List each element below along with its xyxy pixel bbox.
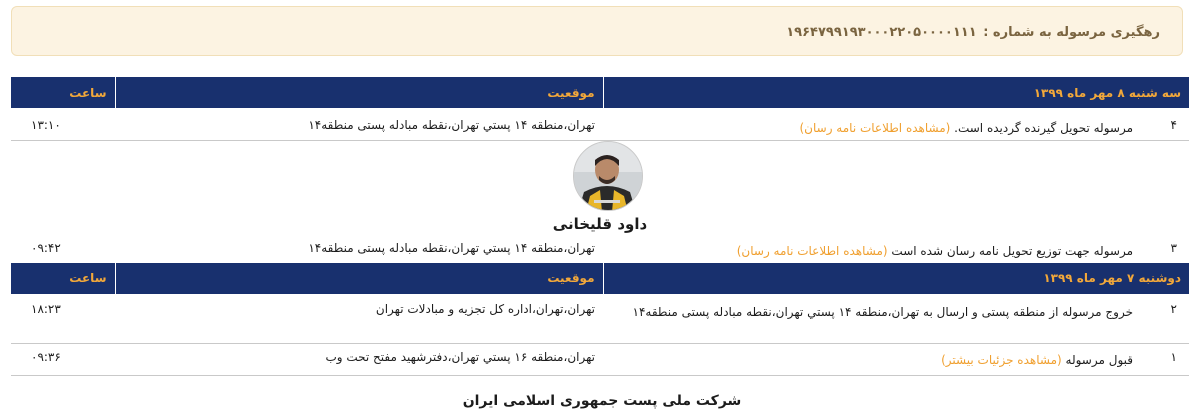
more-details-link[interactable]: (مشاهده جزئیات بیشتر) bbox=[941, 353, 1062, 367]
courier-info-link[interactable]: (مشاهده اطلاعات نامه رسان) bbox=[736, 243, 888, 258]
table-row bbox=[11, 294, 1189, 344]
event-index: ۱ bbox=[1170, 350, 1177, 364]
event-index: ۳ bbox=[1170, 240, 1177, 255]
day-date: دوشنبه ۷ مهر ماه ۱۳۹۹ bbox=[603, 263, 1189, 294]
courier-name: داود قلیخانی bbox=[552, 214, 648, 233]
event-time: ۰۹:۳۶ bbox=[11, 344, 115, 376]
event-index: ۴ bbox=[1170, 118, 1177, 132]
event-location: تهران،تهران،اداره کل تجزیه و مبادلات تهران bbox=[115, 294, 603, 344]
event-location: تهران،منطقه ۱۴ پستي تهران،نقطه مبادله پستی منطقه۱۴ bbox=[308, 118, 595, 132]
time-column-header: ساعت bbox=[11, 263, 115, 294]
event-description: قبول مرسوله bbox=[1065, 353, 1133, 367]
event-description: خروج مرسوله از منطقه پستی و ارسال به تهران،منطقه ۱۴ پستي تهران،نقطه مبادله پستی منطقه۱۴ bbox=[632, 304, 1133, 319]
event-location: تهران،منطقه ۱۶ پستي تهران،دفترشهید مفتح تحت وب bbox=[115, 344, 603, 376]
day-header bbox=[11, 263, 1189, 294]
event-description: مرسوله تحویل گیرنده گردیده است. bbox=[954, 121, 1133, 135]
event-time: ۱۸:۲۳ bbox=[11, 294, 115, 344]
tracking-header bbox=[11, 6, 1183, 56]
footer-company-name: شرکت ملی پست جمهوری اسلامی ایران bbox=[462, 393, 742, 409]
courier-info-link[interactable]: (مشاهده اطلاعات نامه رسان) bbox=[799, 121, 951, 135]
location-column-header: موقعیت bbox=[115, 77, 603, 108]
event-description: مرسوله جهت توزیع تحویل نامه رسان شده است bbox=[891, 243, 1133, 258]
event-time: ۰۹:۴۲ bbox=[31, 240, 61, 255]
tracking-table bbox=[11, 77, 1189, 376]
location-column-header: موقعیت bbox=[115, 263, 603, 294]
tracking-number: ۱۹۶۴۷۹۹۱۹۳۰۰۰۲۲۰۵۰۰۰۰۱۱۱ bbox=[786, 25, 977, 40]
event-time: ۱۳:۱۰ bbox=[31, 118, 61, 132]
table-row bbox=[11, 108, 1189, 140]
table-row bbox=[11, 344, 1189, 376]
courier-card bbox=[11, 141, 1189, 237]
time-column-header: ساعت bbox=[11, 77, 115, 108]
event-location: تهران،منطقه ۱۴ پستي تهران،نقطه مبادله پستی منطقه۱۴ bbox=[308, 240, 595, 255]
table-row bbox=[11, 237, 1189, 263]
tracking-title: رهگیری مرسوله به شماره : bbox=[983, 25, 1160, 40]
avatar bbox=[573, 141, 643, 211]
day-header bbox=[11, 77, 1189, 108]
day-date: سه شنبه ۸ مهر ماه ۱۳۹۹ bbox=[603, 77, 1189, 108]
event-index: ۲ bbox=[1170, 301, 1177, 316]
